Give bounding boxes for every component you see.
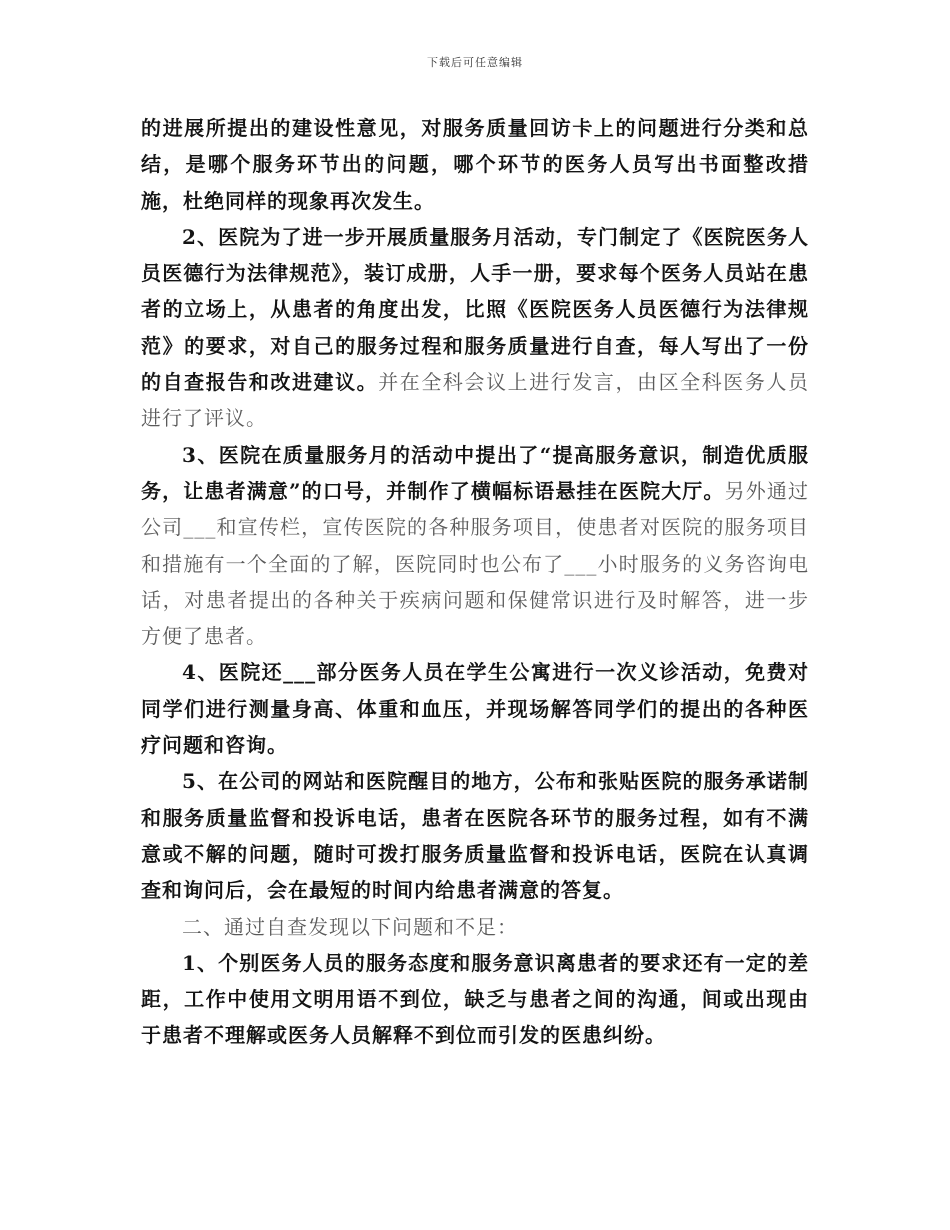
paragraph-5 xyxy=(141,763,809,908)
paragraph-1-bold-text: 的进展所提出的建设性意见，对服务质量回访卡上的问题进行分类和总结，是哪个服务环节出的问题，哪个环节的医务人员写出书面整改措施，杜绝同样的现象再次发生。 xyxy=(141,116,809,213)
paragraph-5-bold-text: 5、在公司的网站和医院醒目的地方，公布和张贴医院的服务承诺制和服务质量监督和投诉电话，患者在医院各环节的服务过程，如有不满意或不解的问题，随时可拨打服务质量监督和投诉电话，医院在认真调查和询问后，会在最短的时间内给患者满意的答复。 xyxy=(141,769,809,903)
paragraph-2-light-text: 并在全科会议上进行发言，由区全科医务人员进行了评议。 xyxy=(141,370,810,431)
section-heading xyxy=(141,909,809,945)
paragraph-2 xyxy=(141,219,809,437)
paragraph-4 xyxy=(141,654,809,763)
paragraph-6-bold-text: 1、个别医务人员的服务态度和服务意识离患者的要求还有一定的差距，工作中使用文明用语不到位，缺乏与患者之间的沟通，间或出现由于患者不理解或医务人员解释不到位而引发的医患纠纷。 xyxy=(141,950,809,1048)
paragraph-1 xyxy=(141,110,809,219)
section-heading-text: 二、通过自查发现以下问题和不足： xyxy=(182,914,518,939)
paragraph-6 xyxy=(141,945,809,1054)
paragraph-2-bold-text: 2、医院为了进一步开展质量服务月活动，专门制定了《医院医务人员医德行为法律规范》，装订成册，人手一册，要求每个医务人员站在患者的立场上，从患者的角度出发，比照《医院医务人员医德行为法律规范》的要求，对自己的服务过程和服务质量进行自查，每人写出了一份的自查报告和改进建议。 xyxy=(141,224,809,395)
paragraph-3-light-text: 另外通过公司___和宣传栏，宣传医院的各种服务项目，使患者对医院的服务项目和措施有一个全面的了解，医院同时也公布了___小时服务的义务咨询电话，对患者提出的各种关于疾病问题和保健常识进行及时解答，进一步方便了患者。 xyxy=(141,478,809,649)
document-body xyxy=(141,110,809,1054)
paragraph-3-bold-text: 3、医院在质量服务月的活动中提出了“提高服务意识，制造优质服务，让患者满意”的口号，并制作了横幅标语悬挂在医院大厅。 xyxy=(141,442,809,503)
page-header: 下载后可任意编辑 xyxy=(427,56,523,69)
paragraph-3 xyxy=(141,437,809,655)
paragraph-4-bold-text: 4、医院还___部分医务人员在学生公寓进行一次义诊活动，免费对同学们进行测量身高、体重和血压，并现场解答同学们的提出的各种医疗问题和咨询。 xyxy=(141,660,809,758)
